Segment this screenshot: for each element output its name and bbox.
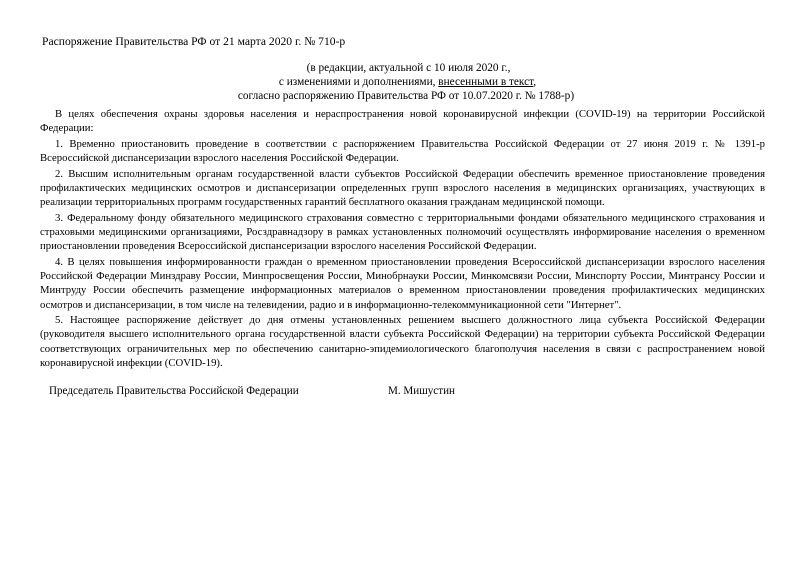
- edition-line-2-text: с изменениями и дополнениями,: [278, 76, 439, 89]
- document-title: Распоряжение Правительства РФ от 21 марта 2020 г. № 710-р: [42, 35, 346, 48]
- document-body: [40, 107, 765, 371]
- paragraph-item-2: 2. Высшим исполнительным органам государственной власти субъектов Российской Федерации обеспечить временное приостановление проведения профилактических медицинских осмотров и диспансеризации определенных групп взрослого населения в медицинских организациях, участвующих в реализации территориальных программ государственных гарантий бесплатного оказания гражданам медицинской помощи.: [40, 167, 765, 209]
- edition-line-2: [0, 75, 807, 89]
- edition-note: [0, 61, 807, 104]
- paragraph-item-4: 4. В целях повышения информированности граждан о временном приостановлении проведения Всероссийской диспансеризации взрослого населения Российской Федерации Минздраву России, Минпросвещения России, Минобрнауки России, Минкомсвязи России, Минспорту России, Минтрансу России и Минтруду России обеспечить размещение информационных материалов о временном приостановлении проведения профилактических медицинских осмотров и диспансеризации, в том числе на телевидении, радио и в информационно-телекоммуникационной сети "Интернет".: [40, 255, 765, 311]
- paragraph-item-3: 3. Федеральному фонду обязательного медицинского страхования совместно с территориальными фондами обязательного медицинского страхования и страховыми медицинскими организациями, Росздравнадзору в рамках установленных полномочий осуществлять информирование населения о временном приостановлении проведения Всероссийской диспансеризации взрослого населения Российской Федерации.: [40, 211, 765, 253]
- edition-line-1: (в редакции, актуальной с 10 июля 2020 г.,: [306, 62, 511, 74]
- amendments-link[interactable]: внесенными в текст: [438, 76, 534, 89]
- edition-line-2-comma: ,: [533, 76, 537, 89]
- signatory-name: М. Мишустин: [388, 385, 455, 397]
- paragraph-preamble: В целях обеспечения охраны здоровья населения и нераспространения новой коронавирусной инфекции (COVID-19) на территории Российской Федерации:: [40, 108, 765, 135]
- signatory-position: Председатель Правительства Российской Федерации: [49, 385, 299, 397]
- paragraph-item-1: 1. Временно приостановить проведение в соответствии с распоряжением Правительства Российской Федерации от 27 июня 2019 г. № 1391-р Всероссийской диспансеризации взрослого населения Российской Федерации.: [40, 137, 765, 165]
- paragraph-item-5: 5. Настоящее распоряжение действует до дня отмены установленных решением высшего должностного лица субъекта Российской Федерации (руководителя высшего исполнительного органа государственной власти субъекта Российской Федерации) на территории субъекта Российской Федерации соответствующих ограничительных мер по обеспечению санитарно-эпидемиологического благополучия населения в связи с распространением новой коронавирусной инфекции (COVID-19).: [40, 314, 765, 369]
- edition-line-3: согласно распоряжению Правительства РФ от 10.07.2020 г. № 1788-р): [237, 90, 575, 103]
